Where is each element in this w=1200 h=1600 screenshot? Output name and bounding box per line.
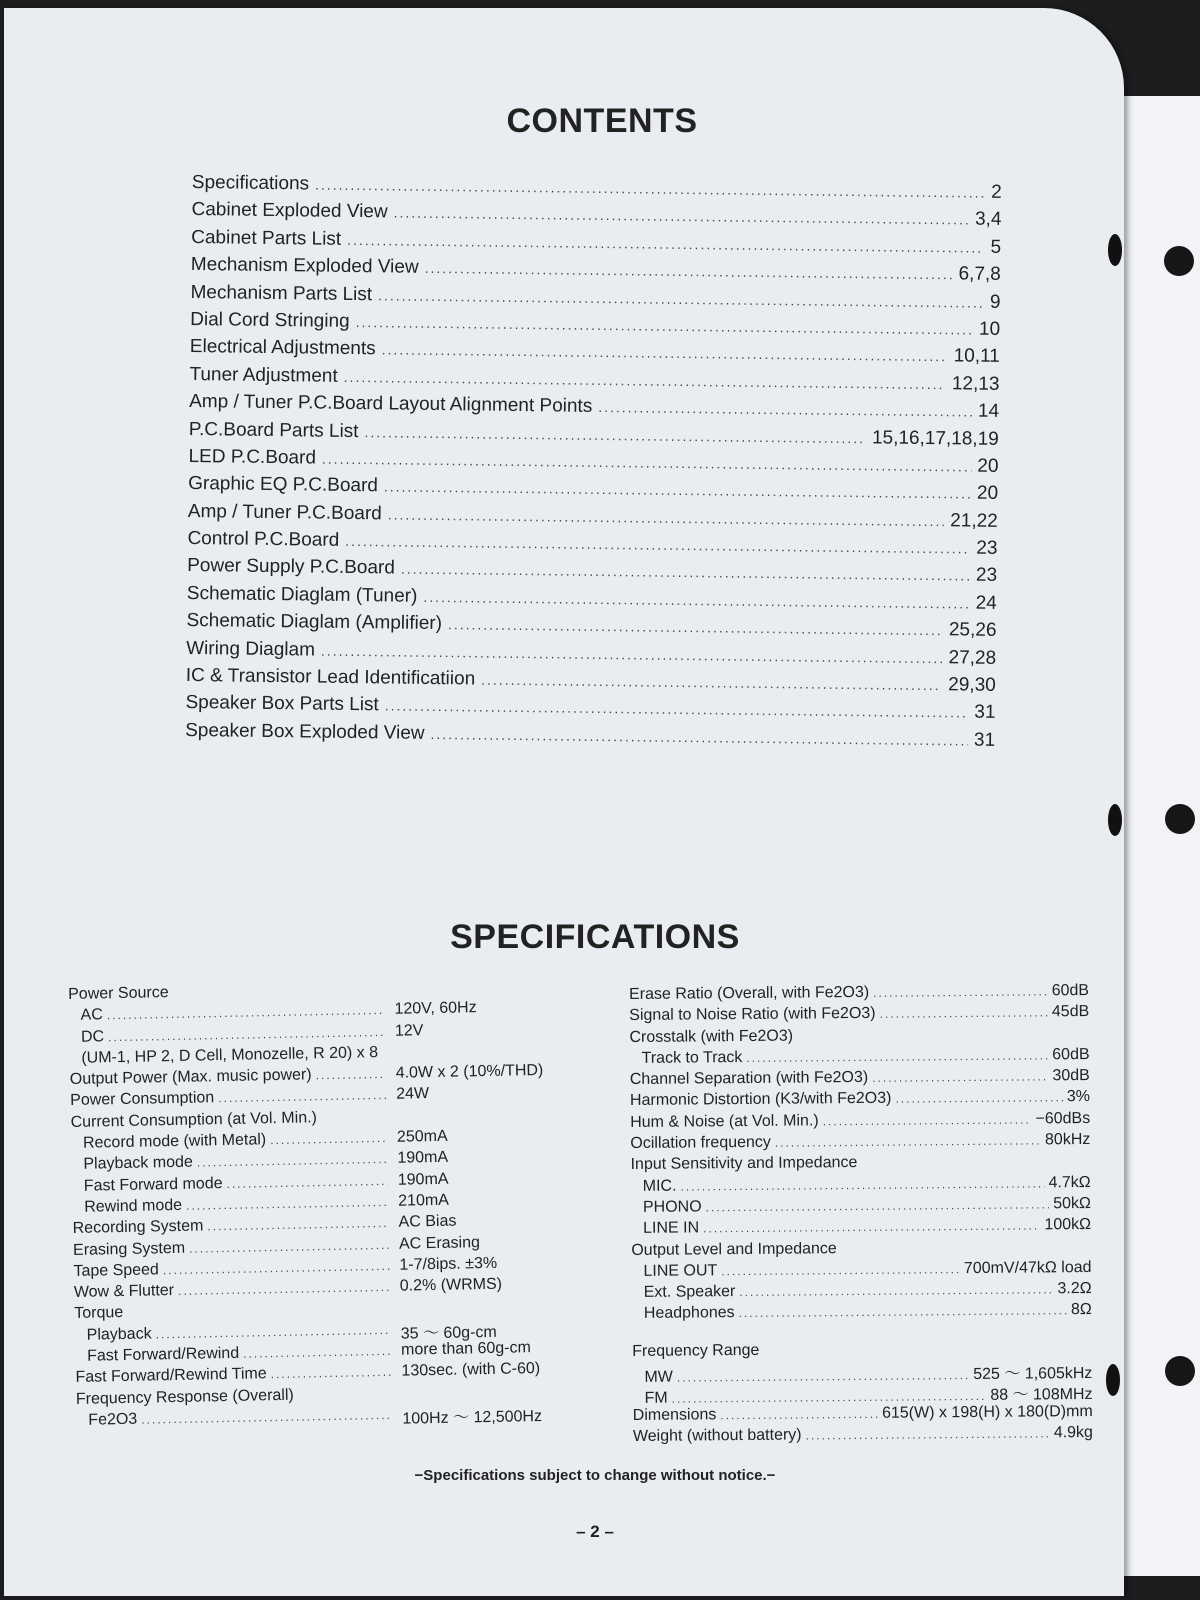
leader-dots xyxy=(880,1006,1048,1021)
spec-name: Input Sensitivity and Impedance xyxy=(630,1154,858,1174)
spec-value: −60dBs xyxy=(1035,1109,1091,1128)
spec-value: 30dB xyxy=(1052,1067,1090,1085)
contents-entry-title: Power Supply P.C.Board xyxy=(187,555,396,579)
spec-value: 45dB xyxy=(1051,1003,1090,1021)
spec-name: Recording System xyxy=(72,1217,204,1238)
leader-dots xyxy=(315,177,985,201)
spec-value: 250mA xyxy=(396,1127,448,1146)
contents-entry-title: Amp / Tuner P.C.Board xyxy=(187,500,382,525)
leader-dots xyxy=(394,205,970,228)
specifications-heading: SPECIFICATIONS xyxy=(450,918,740,956)
contents-entry-title: Specifications xyxy=(191,172,310,195)
spec-name: Power Consumption xyxy=(70,1089,215,1110)
contents-entry-title: Dial Cord Stringing xyxy=(190,308,350,332)
spec-name: LINE IN xyxy=(643,1219,700,1238)
contents-entry-page: 27,28 xyxy=(948,646,997,669)
spec-value: 4.7kΩ xyxy=(1048,1173,1091,1192)
leader-dots xyxy=(721,1262,960,1278)
spec-name: Dimensions xyxy=(632,1405,717,1424)
leader-dots xyxy=(218,1088,386,1105)
contents-entry-title: Tuner Adjustment xyxy=(189,363,338,387)
leader-dots xyxy=(703,1219,1040,1236)
spec-row xyxy=(633,1424,1093,1449)
contents-entry-page: 25,26 xyxy=(948,619,997,642)
punch-slot xyxy=(1108,234,1122,266)
spec-value: 4.9kg xyxy=(1053,1423,1093,1442)
spec-name: Track to Track xyxy=(641,1048,743,1067)
spec-name: (UM-1, HP 2, D Cell, Monozelle, R 20) x 8 xyxy=(81,1043,379,1067)
spec-value: 4.0W x 2 (10%/THD) xyxy=(395,1062,544,1082)
spec-value: 130sec. (with C-60) xyxy=(401,1360,541,1381)
leader-dots xyxy=(680,1176,1044,1193)
leader-dots xyxy=(107,1003,385,1022)
leader-dots xyxy=(271,1365,392,1381)
spec-value: 120V, 60Hz xyxy=(394,999,477,1019)
leader-dots xyxy=(895,1091,1063,1106)
contents-entry-title: Mechanism Parts List xyxy=(190,281,373,305)
spec-name: Hum & Noise (at Vol. Min.) xyxy=(630,1112,819,1131)
spec-value: 1-7/8ips. ±3% xyxy=(399,1254,498,1274)
spec-name: Tape Speed xyxy=(73,1261,160,1280)
leader-dots xyxy=(321,642,943,666)
contents-entry-page: 31 xyxy=(973,729,996,751)
specifications-right-column xyxy=(629,982,1093,1449)
contents-entry-page: 31 xyxy=(974,702,996,724)
leader-dots xyxy=(270,1131,387,1147)
spec-value: more than 60g-cm xyxy=(400,1339,532,1359)
spec-value: 60dB xyxy=(1051,981,1090,1000)
leader-dots xyxy=(243,1344,391,1361)
contents-entry-title: P.C.Board Parts List xyxy=(188,418,359,442)
contents-entry-title: Cabinet Exploded View xyxy=(191,199,388,223)
leader-dots xyxy=(108,1025,385,1044)
spec-name: Channel Separation (with Fe2O3) xyxy=(629,1069,869,1089)
contents-entry-page: 9 xyxy=(989,291,1001,313)
contents-entry-page: 5 xyxy=(990,236,1002,258)
leader-dots xyxy=(423,589,969,612)
contents-entry-page: 23 xyxy=(975,565,998,587)
spec-value: 210mA xyxy=(398,1191,450,1210)
spec-value: 525 ～ 1,605kHz xyxy=(973,1365,1093,1384)
leader-dots xyxy=(382,342,948,365)
spec-value: 80kHz xyxy=(1044,1131,1091,1149)
spec-name: Fast Forward mode xyxy=(83,1174,223,1195)
contents-entry-page: 24 xyxy=(975,592,997,614)
spec-name: Harmonic Distortion (K3/with Fe2O3) xyxy=(629,1090,892,1110)
leader-dots xyxy=(356,314,974,338)
contents-entry-title: Speaker Box Parts List xyxy=(185,692,379,716)
punch-hole xyxy=(1164,246,1194,276)
leader-dots xyxy=(163,1259,390,1277)
spec-name: Output Level and Impedance xyxy=(631,1239,837,1259)
spec-name: Frequency Response (Overall) xyxy=(75,1386,294,1408)
leader-dots xyxy=(746,1048,1048,1065)
contents-entry-page: 10 xyxy=(978,318,1001,340)
leader-dots xyxy=(364,424,866,446)
spec-name: Fast Forward/Rewind xyxy=(86,1344,240,1365)
page-number: – 2 – xyxy=(576,1522,614,1541)
spec-name: Wow & Flutter xyxy=(73,1282,175,1302)
contents-entry-page: 14 xyxy=(977,400,1000,423)
spec-name: Power Source xyxy=(68,984,169,1003)
leader-dots xyxy=(322,451,972,475)
spec-name: Rewind mode xyxy=(84,1196,183,1216)
punch-hole xyxy=(1165,1356,1195,1386)
leader-dots xyxy=(720,1406,878,1421)
spec-name: DC xyxy=(80,1027,105,1046)
contents-entry-title: LED P.C.Board xyxy=(188,445,317,469)
change-notice: −Specifications subject to change without notice.− xyxy=(414,1467,776,1484)
contents-entry-title: Graphic EQ P.C.Board xyxy=(188,473,379,497)
spec-name: Erasing System xyxy=(72,1239,186,1259)
contents-entry-title: Amp / Tuner P.C.Board Layout Alignment Points xyxy=(189,391,593,418)
spec-value: 100kΩ xyxy=(1044,1216,1092,1234)
punch-hole xyxy=(1165,804,1195,834)
spec-name: Torque xyxy=(74,1304,124,1323)
leader-dots xyxy=(775,1133,1041,1149)
leader-dots xyxy=(706,1197,1050,1214)
spec-name: Signal to Noise Ratio (with Fe2O3) xyxy=(629,1005,876,1025)
spec-name: MW xyxy=(644,1368,673,1386)
spec-value: 0.2% (WRMS) xyxy=(399,1275,503,1295)
spec-name: Fast Forward/Rewind Time xyxy=(75,1365,267,1387)
spec-name: Fe2O3 xyxy=(88,1410,138,1429)
spec-value: 50kΩ xyxy=(1053,1194,1091,1213)
spec-value: AC Erasing xyxy=(398,1233,481,1253)
contents-entry-page: 20 xyxy=(976,482,999,505)
leader-dots xyxy=(677,1368,969,1385)
leader-dots xyxy=(388,506,945,529)
spec-name: Crosstalk (with Fe2O3) xyxy=(629,1027,794,1046)
leader-dots xyxy=(385,698,969,721)
leader-dots xyxy=(872,1070,1048,1086)
contents-entry-page: 15,16,17,18,19 xyxy=(871,426,999,450)
contents-entry-page: 3,4 xyxy=(974,208,1002,231)
spec-name: Record mode (with Metal) xyxy=(82,1131,267,1152)
leader-dots xyxy=(806,1426,1050,1442)
leader-dots xyxy=(345,533,970,557)
spec-name: Ext. Speaker xyxy=(643,1283,736,1302)
leader-dots xyxy=(344,369,946,392)
leader-dots xyxy=(739,1282,1053,1299)
leader-dots xyxy=(186,1195,388,1213)
contents-entry-title: Wiring Diaglam xyxy=(186,637,316,661)
contents-entry-page: 10,11 xyxy=(953,345,1000,368)
leader-dots xyxy=(384,479,971,502)
contents-entry-page: 6,7,8 xyxy=(958,263,1001,286)
spec-value: AC Bias xyxy=(398,1212,457,1231)
punch-slot xyxy=(1108,804,1122,836)
leader-dots xyxy=(226,1174,387,1191)
spec-value: 8Ω xyxy=(1070,1301,1092,1319)
leader-dots xyxy=(155,1323,390,1342)
leader-dots xyxy=(189,1237,389,1255)
spec-name: Playback xyxy=(86,1325,152,1344)
spec-name: Playback mode xyxy=(83,1154,193,1174)
spec-name: Headphones xyxy=(643,1304,735,1323)
spec-name: Erase Ratio (Overall, with Fe2O3) xyxy=(629,983,870,1003)
spec-name: Ocillation frequency xyxy=(630,1133,771,1153)
spec-value: 3.2Ω xyxy=(1057,1280,1092,1298)
spec-value: 700mV/47kΩ load xyxy=(963,1258,1092,1277)
spec-name: AC xyxy=(80,1006,103,1025)
contents-entry-title: Speaker Box Exploded View xyxy=(185,719,425,744)
contents-entry-title: Schematic Diaglam (Amplifier) xyxy=(186,610,443,635)
leader-dots xyxy=(430,726,968,749)
spec-name: Frequency Range xyxy=(632,1341,760,1360)
spec-name: Output Power (Max. music power) xyxy=(69,1066,312,1089)
contents-entry-page: 21,22 xyxy=(950,509,998,532)
leader-dots xyxy=(873,984,1048,1000)
punch-slot xyxy=(1106,1364,1120,1396)
leader-dots xyxy=(425,260,953,282)
spec-name: FM xyxy=(644,1390,668,1408)
leader-dots xyxy=(178,1280,390,1298)
leader-dots xyxy=(197,1152,388,1170)
leader-dots xyxy=(207,1216,388,1233)
leader-dots xyxy=(739,1304,1068,1321)
contents-entry-title: Electrical Adjustments xyxy=(189,336,376,360)
spec-value: 60dB xyxy=(1052,1045,1090,1064)
spec-name: PHONO xyxy=(642,1198,702,1216)
spec-value: 12V xyxy=(394,1021,424,1040)
leader-dots xyxy=(448,616,943,638)
spec-value: 88 ～ 108MHz xyxy=(990,1386,1093,1405)
contents-entry-title: Cabinet Parts List xyxy=(191,226,342,250)
spec-value: 35 ～ 60g-cm xyxy=(400,1323,497,1343)
leader-dots xyxy=(823,1112,1032,1128)
contents-list xyxy=(185,172,1002,757)
contents-entry-title: IC & Transistor Lead Identificatiion xyxy=(185,664,476,690)
contents-entry-title: Schematic Diaglam (Tuner) xyxy=(186,582,418,607)
leader-dots xyxy=(401,561,970,584)
spec-value: 24W xyxy=(395,1085,430,1104)
contents-entry-page: 2 xyxy=(991,181,1002,203)
leader-dots xyxy=(347,232,985,256)
spec-value: 615(W) x 198(H) x 180(D)mm xyxy=(881,1402,1093,1422)
contents-entry-title: Control P.C.Board xyxy=(187,528,340,551)
contents-entry-page: 20 xyxy=(977,455,999,477)
specifications-left-column xyxy=(68,976,576,1433)
spec-name: Current Consumption (at Vol. Min.) xyxy=(70,1109,318,1131)
contents-entry-page: 23 xyxy=(976,537,998,559)
contents-entry-page: 12,13 xyxy=(951,373,1000,395)
leader-dots xyxy=(141,1408,392,1427)
leader-dots xyxy=(598,399,972,420)
leader-dots xyxy=(481,672,942,694)
spec-name: MIC. xyxy=(642,1177,677,1195)
next-page-edge xyxy=(1120,96,1200,1576)
contents-heading: CONTENTS xyxy=(506,102,698,140)
spec-value: 100Hz ～ 12,500Hz xyxy=(402,1407,543,1428)
spec-value: 3% xyxy=(1066,1088,1091,1106)
spec-name: LINE OUT xyxy=(643,1262,718,1280)
contents-entry-title: Mechanism Exploded View xyxy=(190,254,419,278)
leader-dots xyxy=(315,1067,385,1082)
spec-value: 190mA xyxy=(397,1170,449,1189)
leader-dots xyxy=(378,287,984,310)
contents-entry-page: 29,30 xyxy=(948,674,996,696)
spec-name: Weight (without battery) xyxy=(632,1426,802,1445)
spec-value: 190mA xyxy=(397,1149,449,1168)
